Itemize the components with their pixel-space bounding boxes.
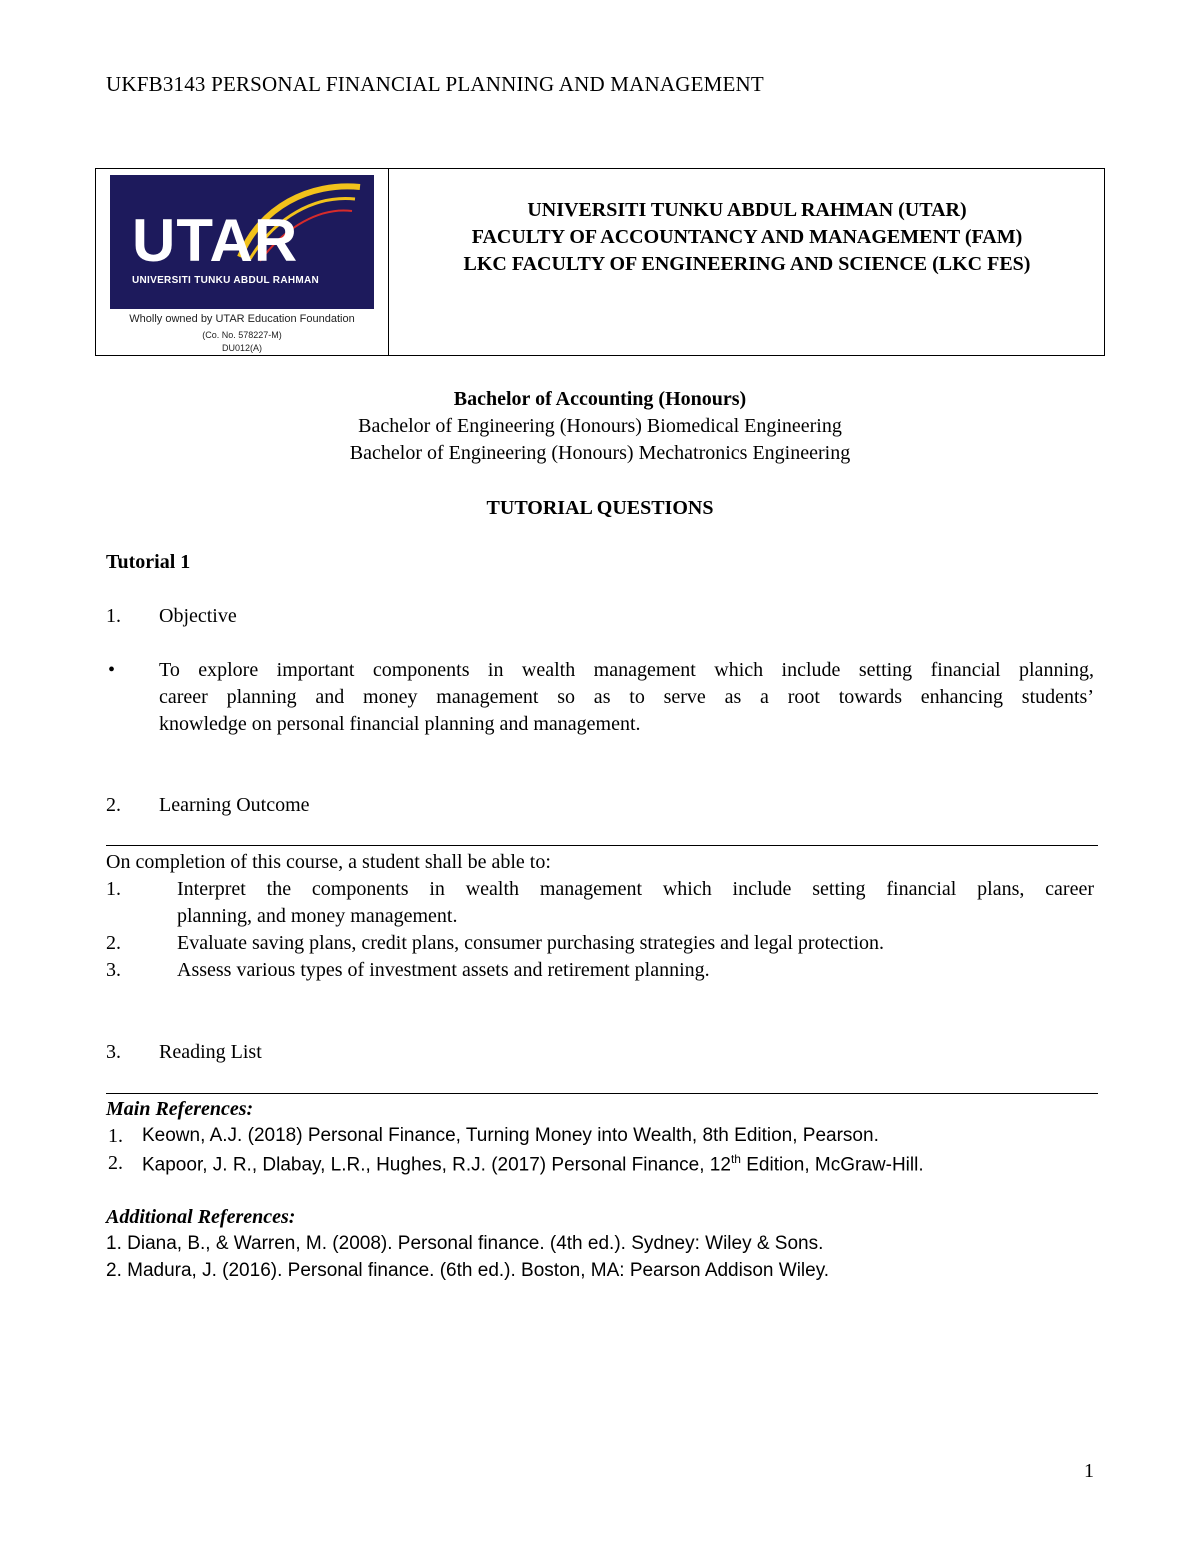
- main-ref-2-superscript: th: [730, 1152, 741, 1166]
- logo-footer-company-no: (Co. No. 578227-M): [202, 330, 282, 340]
- outcome-1-line-2: planning, and money management.: [177, 905, 458, 927]
- main-ref-1-text: Keown, A.J. (2018) Personal Finance, Turning Money into Wealth, 8th Edition, Pearson.: [142, 1125, 879, 1146]
- outcome-1-line-1: Interpret the components in wealth management which include setting financial plans, career: [177, 878, 1094, 900]
- section2-title: Learning Outcome: [159, 794, 310, 816]
- header-box: [95, 168, 1105, 356]
- outcome-3-number: 3.: [106, 959, 121, 981]
- main-references-heading: Main References:: [106, 1098, 254, 1120]
- faculty-fam: FACULTY OF ACCOUNTANCY AND MANAGEMENT (FAM): [471, 226, 1023, 248]
- section1-number: 1.: [106, 605, 121, 627]
- programme-biomedical: Bachelor of Engineering (Honours) Biomedical Engineering: [358, 415, 842, 437]
- page-number: 1: [1084, 1460, 1094, 1482]
- additional-references-heading: Additional References:: [106, 1206, 296, 1228]
- main-ref-2-text: [142, 1152, 924, 1176]
- additional-ref-1: 1. Diana, B., & Warren, M. (2008). Personal finance. (4th ed.). Sydney: Wiley & Sons.: [106, 1233, 824, 1254]
- main-ref-2-number: 2.: [108, 1152, 123, 1174]
- section1-title: Objective: [159, 605, 237, 627]
- outcome-2-text: Evaluate saving plans, credit plans, consumer purchasing strategies and legal protection.: [177, 932, 885, 954]
- objective-line-2: career planning and money management so as to serve as a root towards enhancing students’: [159, 686, 1094, 708]
- objective-line-3: knowledge on personal financial planning and management.: [159, 713, 641, 735]
- running-header: UKFB3143 PERSONAL FINANCIAL PLANNING AND MANAGEMENT: [106, 72, 764, 96]
- programme-accounting: Bachelor of Accounting (Honours): [453, 388, 747, 410]
- objective-line-1: To explore important components in wealth management which include setting financial planning,: [159, 659, 1094, 681]
- objective-bullet: •: [108, 659, 116, 681]
- main-ref-2-text-part-a: Kapoor, J. R., Dlabay, L.R., Hughes, R.J. (2017) Personal Finance, 12: [142, 1154, 731, 1176]
- additional-ref-2: 2. Madura, J. (2016). Personal finance. (6th ed.). Boston, MA: Pearson Addison Wiley.: [106, 1260, 830, 1281]
- doc-title: TUTORIAL QUESTIONS: [486, 497, 714, 519]
- outcome-2-number: 2.: [106, 932, 121, 954]
- reading-rule: [106, 1093, 1098, 1094]
- outcome-rule: [106, 845, 1098, 846]
- section3-title: Reading List: [159, 1041, 262, 1063]
- outcome-intro: On completion of this course, a student shall be able to:: [106, 851, 551, 873]
- utar-logo: [110, 175, 374, 309]
- logo-wordmark: UTAR: [132, 207, 299, 274]
- outcome-1-number: 1.: [106, 878, 121, 900]
- tutorial-heading: Tutorial 1: [106, 551, 191, 573]
- logo-footer-owner: Wholly owned by UTAR Education Foundation: [129, 313, 355, 325]
- main-ref-1-number: 1.: [108, 1125, 123, 1147]
- logo-subtitle: UNIVERSITI TUNKU ABDUL RAHMAN: [132, 275, 320, 286]
- logo-footer-code: DU012(A): [221, 343, 262, 353]
- institution-name: UNIVERSITI TUNKU ABDUL RAHMAN (UTAR): [527, 199, 967, 221]
- section3-number: 3.: [106, 1041, 121, 1063]
- outcome-3-text: Assess various types of investment assets and retirement planning.: [177, 959, 710, 981]
- programme-mechatronics: Bachelor of Engineering (Honours) Mechatronics Engineering: [349, 442, 851, 464]
- main-ref-2-text-part-b: Edition, McGraw-Hill.: [740, 1154, 924, 1176]
- faculty-lkc-fes: LKC FACULTY OF ENGINEERING AND SCIENCE (LKC FES): [463, 253, 1031, 275]
- section2-number: 2.: [106, 794, 121, 816]
